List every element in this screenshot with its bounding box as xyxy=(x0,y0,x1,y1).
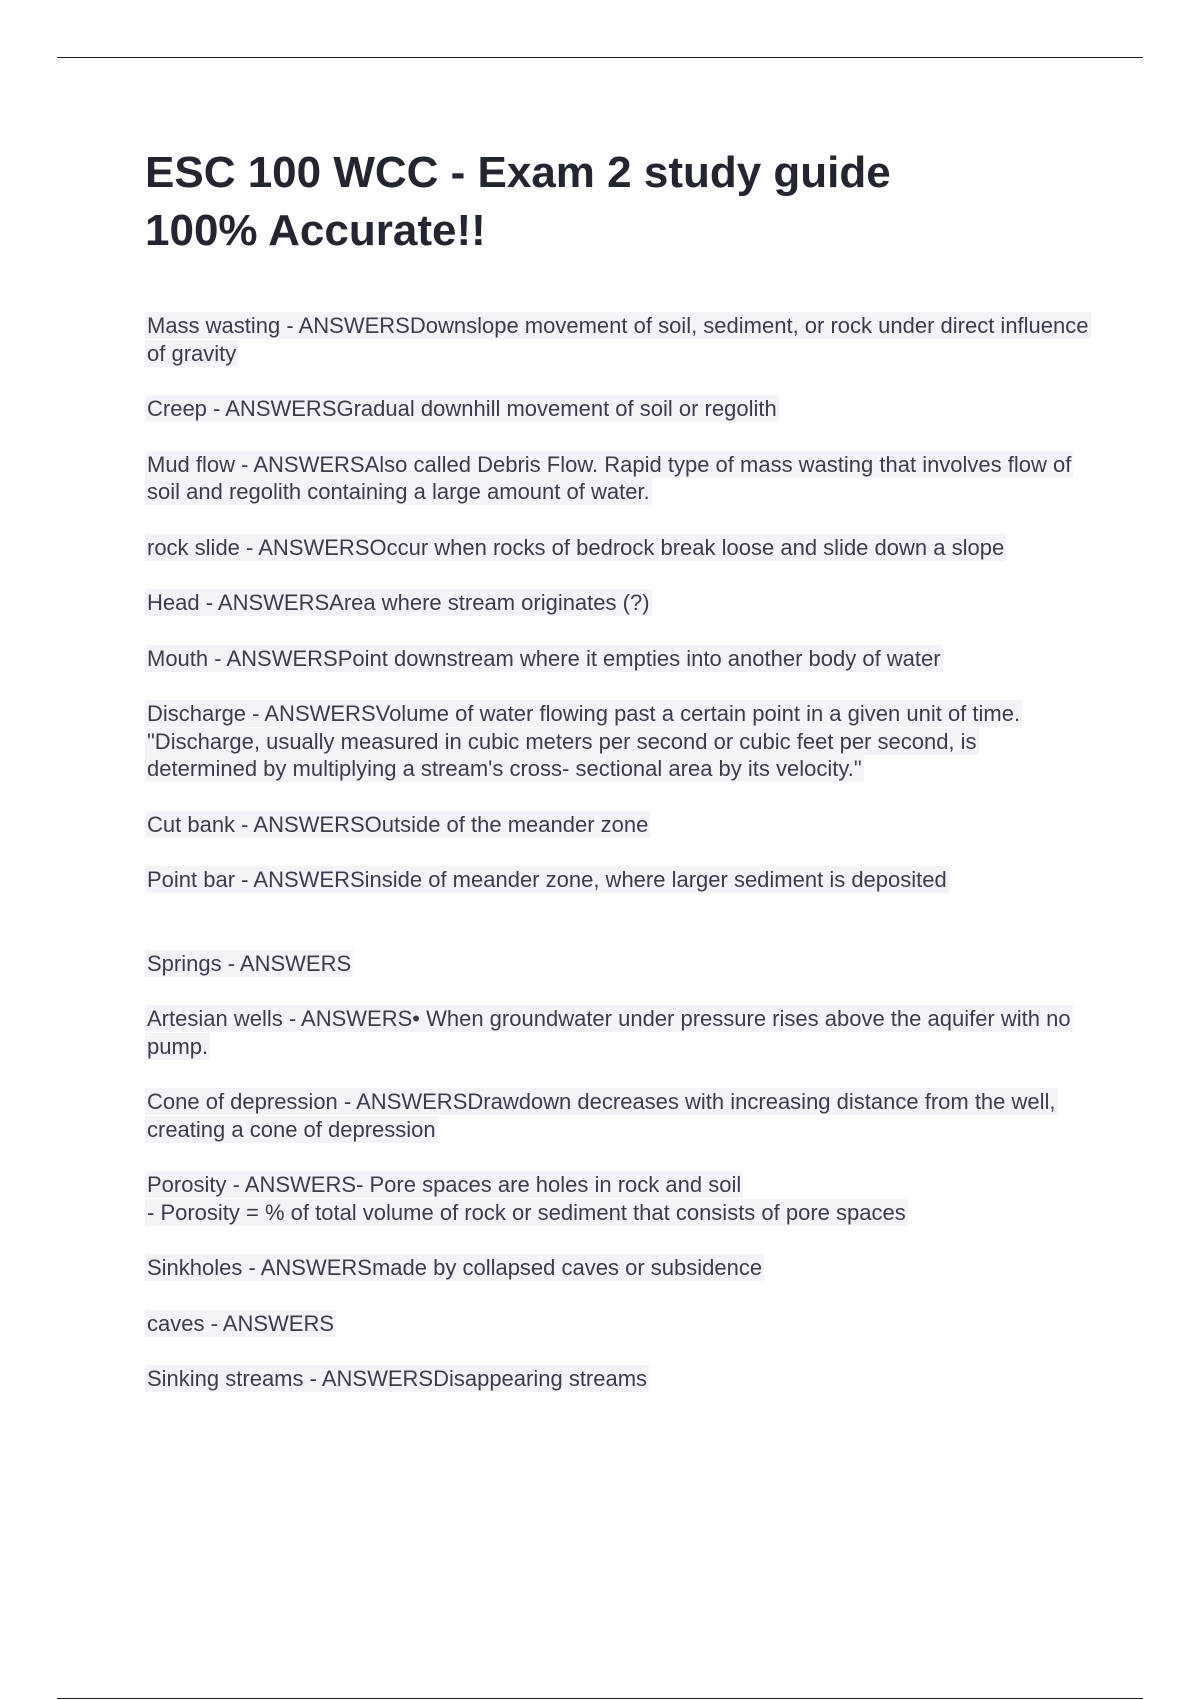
qa-entry xyxy=(145,811,1090,839)
qa-entry-text: Cut bank - ANSWERSOutside of the meander zone xyxy=(147,811,649,837)
qa-entry-text: Sinking streams - ANSWERSDisappearing streams xyxy=(147,1366,648,1391)
document-title xyxy=(145,144,1085,260)
qa-entry-text: caves - ANSWERS xyxy=(147,1310,335,1336)
qa-entry xyxy=(145,534,1090,562)
qa-entry-text: Porosity - ANSWERS- Pore spaces are holes in rock and soil - Porosity = % of total volume of rock or sediment that consists of pore spaces xyxy=(147,1172,906,1225)
qa-entry-text: Cone of depression - ANSWERSDrawdown decreases with increasing distance from the well, creating a cone of depression xyxy=(147,1089,1056,1142)
qa-entry xyxy=(145,312,1090,367)
qa-entry xyxy=(145,1365,1090,1393)
qa-entry xyxy=(145,700,1090,783)
qa-entry-text: rock slide - ANSWERSOccur when rocks of bedrock break loose and slide down a slope xyxy=(147,534,1005,560)
qa-entry xyxy=(145,1005,1090,1060)
qa-entry-text: Springs - ANSWERS xyxy=(147,950,352,976)
qa-entry xyxy=(145,395,1090,423)
qa-entry xyxy=(145,950,1090,978)
qa-entry-text: Head - ANSWERSArea where stream originates (?) xyxy=(147,590,650,615)
qa-entry-text: Artesian wells - ANSWERS• When groundwater under pressure rises above the aquifer with no pump. xyxy=(147,1006,1071,1059)
bottom-rule xyxy=(57,1698,1143,1699)
qa-entry-text: Point bar - ANSWERSinside of meander zone, where larger sediment is deposited xyxy=(147,867,947,892)
top-rule xyxy=(57,57,1143,58)
qa-entry xyxy=(145,1171,1090,1226)
qa-entry-text: Mass wasting - ANSWERSDownslope movement of soil, sediment, or rock under direct influence of gravity xyxy=(147,313,1089,366)
qa-entry xyxy=(145,866,1090,894)
qa-entry-text: Sinkholes - ANSWERSmade by collapsed caves or subsidence xyxy=(147,1255,763,1280)
qa-entry xyxy=(145,451,1090,506)
qa-entry-text: Discharge - ANSWERSVolume of water flowing past a certain point in a given unit of time. "Discharge, usually measured in cubic meters per second or cubic feet per second, is determined by multiplying a stream's cross- sectional area by its velocity." xyxy=(147,701,1021,781)
qa-entry xyxy=(145,1310,1090,1338)
qa-list xyxy=(145,312,1090,1421)
qa-entry-text: Mud flow - ANSWERSAlso called Debris Flow. Rapid type of mass wasting that involves flow of soil and regolith containing a large amount of water. xyxy=(147,451,1072,504)
document-title-text: ESC 100 WCC - Exam 2 study guide 100% Accurate!! xyxy=(145,148,891,255)
qa-entry-text: Mouth - ANSWERSPoint downstream where it empties into another body of water xyxy=(147,645,941,671)
qa-entry-text: Creep - ANSWERSGradual downhill movement of soil or regolith xyxy=(147,396,777,421)
qa-entry xyxy=(145,1254,1090,1282)
qa-entry xyxy=(145,1088,1090,1143)
qa-entry xyxy=(145,645,1090,673)
qa-entry xyxy=(145,589,1090,617)
